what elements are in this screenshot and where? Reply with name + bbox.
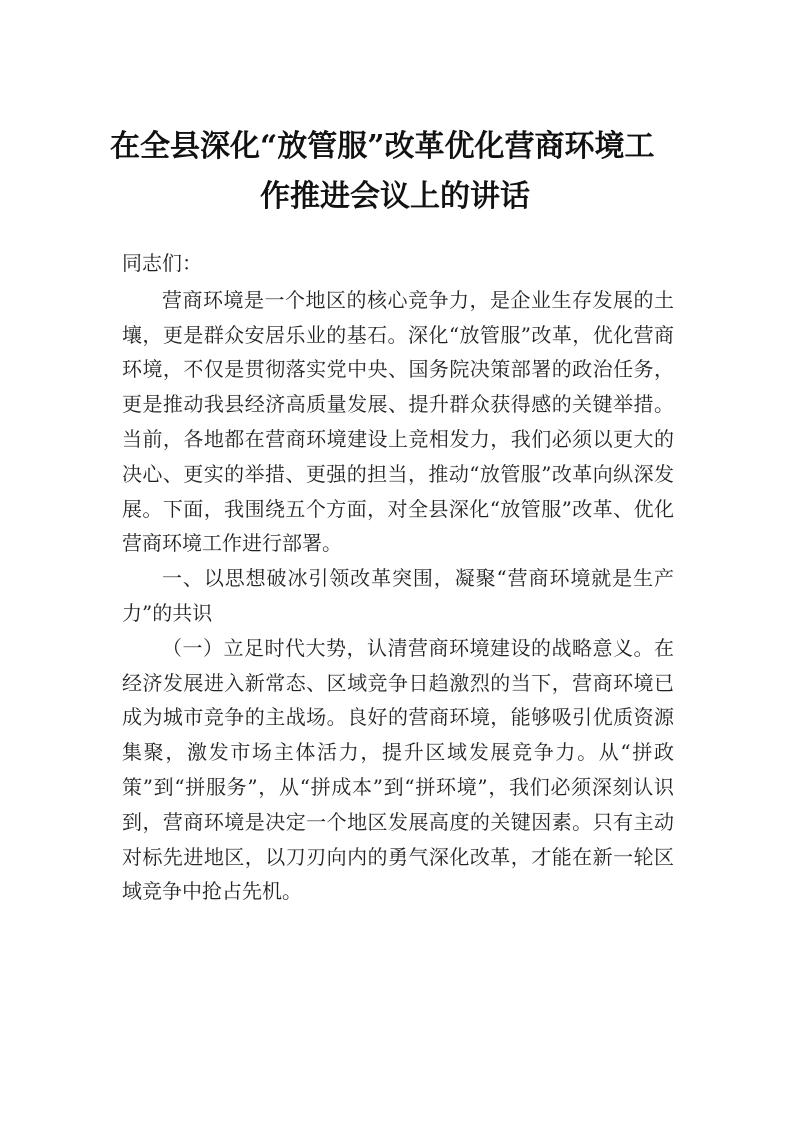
- document-body: [122, 246, 674, 909]
- greeting: 同志们：: [122, 251, 202, 275]
- section-heading-1: 一、以思想破冰引领改革突围，凝聚“营商环境就是生产力”的共识: [122, 566, 674, 625]
- paragraph-intro: 营商环境是一个地区的核心竞争力，是企业生存发展的土壤，更是群众安居乐业的基石。深化“放管服”改革，优化营商环境，不仅是贯彻落实党中央、国务院决策部署的政治任务，更是推动我县经济高质量发展、提升群众获得感的关键举措。当前，各地都在营商环境建设上竞相发力，我们必须以更大的决心、更实的举措、更强的担当，推动“放管服”改革向纵深发展。下面，我围绕五个方面，对全县深化“放管服”改革、优化营商环境工作进行部署。: [122, 287, 674, 556]
- document-title: [110, 122, 680, 222]
- title-line-2: 作推进会议上的讲话: [260, 179, 530, 214]
- paragraph-subsection-1: （一）立足时代大势，认清营商环境建设的战略意义。在经济发展进入新常态、区域竞争日趋激烈的当下，营商环境已成为城市竞争的主战场。良好的营商环境，能够吸引优质资源集聚，激发市场主体活力，提升区域发展竞争力。从“拼政策”到“拼服务”，从“拼成本”到“拼环境”，我们必须深刻认识到，营商环境是决定一个地区发展高度的关键因素。只有主动对标先进地区，以刀刃向内的勇气深化改革，才能在新一轮区域竞争中抢占先机。: [122, 635, 674, 904]
- title-line-1: 在全县深化“放管服”改革优化营商环境工: [110, 129, 655, 164]
